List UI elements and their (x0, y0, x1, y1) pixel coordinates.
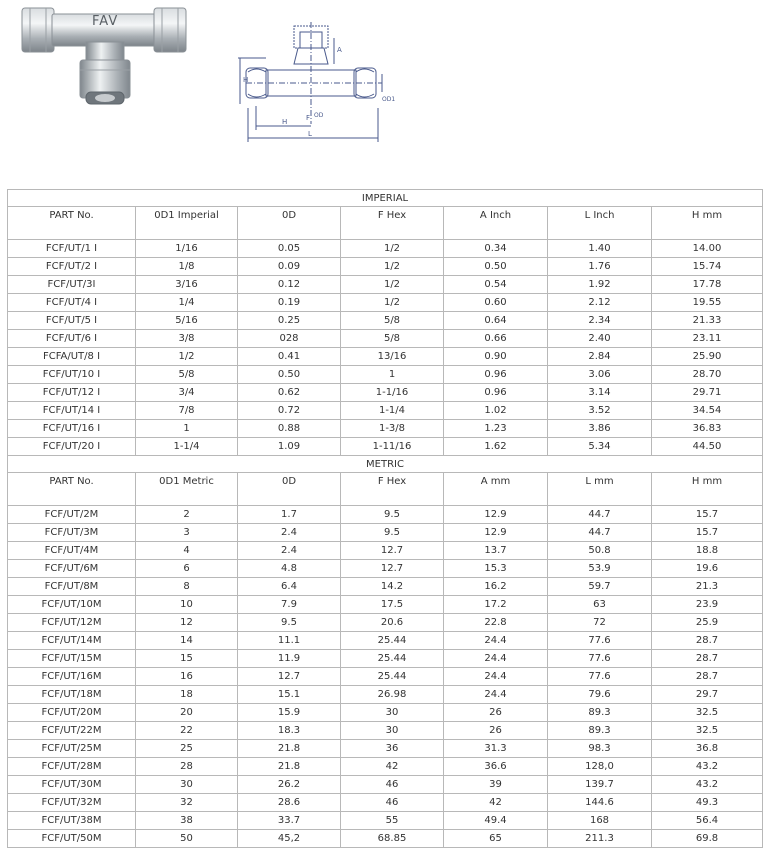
table-cell: 25.44 (341, 668, 444, 686)
table-cell: 36.6 (444, 758, 548, 776)
table-cell: FCF/UT/12M (8, 614, 136, 632)
table-cell: 0D1 Metric (136, 473, 238, 506)
table-row (8, 560, 763, 578)
table-cell: 18 (136, 686, 238, 704)
table-cell: 1 (136, 420, 238, 438)
table-cell: 21.8 (238, 758, 341, 776)
table-cell: 25.90 (652, 348, 763, 366)
table-cell: 42 (341, 758, 444, 776)
table-cell: FCF/UT/18M (8, 686, 136, 704)
table-cell: 14.00 (652, 240, 763, 258)
table-cell: 11.9 (238, 650, 341, 668)
table-cell: 32.5 (652, 704, 763, 722)
table-cell: 24.4 (444, 632, 548, 650)
table-cell: 12.7 (238, 668, 341, 686)
dim-label-od1: OD1 (382, 96, 396, 103)
table-cell: 30 (341, 722, 444, 740)
table-cell: 32 (136, 794, 238, 812)
table-cell: 144.6 (548, 794, 652, 812)
table-cell: 24.4 (444, 668, 548, 686)
table-cell: 89.3 (548, 704, 652, 722)
spec-table-body (8, 190, 763, 848)
table-cell: 33.7 (238, 812, 341, 830)
table-cell: 28.7 (652, 650, 763, 668)
table-cell: FCF/UT/5 I (8, 312, 136, 330)
table-cell: 22 (136, 722, 238, 740)
table-cell: 0.25 (238, 312, 341, 330)
table-cell: FCF/UT/22M (8, 722, 136, 740)
table-cell: 49.3 (652, 794, 763, 812)
table-cell: 1-1/4 (341, 402, 444, 420)
table-cell: 11.1 (238, 632, 341, 650)
table-cell: 49.4 (444, 812, 548, 830)
table-cell: 0.62 (238, 384, 341, 402)
table-cell: FCF/UT/16 I (8, 420, 136, 438)
table-cell: 21.3 (652, 578, 763, 596)
table-cell: 14 (136, 632, 238, 650)
table-cell: FCF/UT/4M (8, 542, 136, 560)
table-cell: 26.98 (341, 686, 444, 704)
table-cell: 17.5 (341, 596, 444, 614)
table-cell: 1.09 (238, 438, 341, 456)
table-cell: 15.3 (444, 560, 548, 578)
table-cell: FCF/UT/6 I (8, 330, 136, 348)
table-cell: 24.4 (444, 686, 548, 704)
table-cell: 32.5 (652, 722, 763, 740)
table-cell: 98.3 (548, 740, 652, 758)
dim-label-h-bottom: H (282, 118, 288, 126)
table-cell: 1-1/16 (341, 384, 444, 402)
table-cell: 15.1 (238, 686, 341, 704)
table-row (8, 438, 763, 456)
table-cell: 28.7 (652, 632, 763, 650)
table-row (8, 312, 763, 330)
table-cell: FCF/UT/16M (8, 668, 136, 686)
table-cell: 22.8 (444, 614, 548, 632)
table-cell: 1/8 (136, 258, 238, 276)
table-cell: FCF/UT/15M (8, 650, 136, 668)
imperial-section-title-row (8, 190, 763, 207)
table-row (8, 830, 763, 848)
table-cell: 1.23 (444, 420, 548, 438)
table-cell: 29.71 (652, 384, 763, 402)
table-cell: 18.3 (238, 722, 341, 740)
table-cell: 0D (238, 207, 341, 240)
table-cell: 2.12 (548, 294, 652, 312)
table-cell: 15.9 (238, 704, 341, 722)
table-cell: 30 (341, 704, 444, 722)
table-cell: 0.41 (238, 348, 341, 366)
table-cell: 18.8 (652, 542, 763, 560)
table-cell: 26 (444, 704, 548, 722)
dim-label-f: F (306, 114, 311, 122)
table-cell: FCF/UT/30M (8, 776, 136, 794)
table-cell: FCF/UT/10 I (8, 366, 136, 384)
table-cell: 1/4 (136, 294, 238, 312)
table-cell: 128,0 (548, 758, 652, 776)
table-cell: 28.70 (652, 366, 763, 384)
table-row (8, 542, 763, 560)
table-cell: 3.06 (548, 366, 652, 384)
table-cell: 0.96 (444, 366, 548, 384)
table-cell: 0.05 (238, 240, 341, 258)
table-cell: 25.9 (652, 614, 763, 632)
table-cell: 15 (136, 650, 238, 668)
table-cell: L Inch (548, 207, 652, 240)
table-row (8, 740, 763, 758)
table-cell: 15.74 (652, 258, 763, 276)
table-cell: 0.34 (444, 240, 548, 258)
table-cell: 28.6 (238, 794, 341, 812)
table-cell: 50 (136, 830, 238, 848)
table-cell: 2.34 (548, 312, 652, 330)
table-cell: 77.6 (548, 650, 652, 668)
table-cell: 68.85 (341, 830, 444, 848)
table-row (8, 330, 763, 348)
table-cell: 43.2 (652, 776, 763, 794)
imperial-header-row (8, 207, 763, 240)
table-cell: 5.34 (548, 438, 652, 456)
table-cell: 0D (238, 473, 341, 506)
table-row (8, 722, 763, 740)
table-cell: 6.4 (238, 578, 341, 596)
dim-label-h: H (243, 76, 249, 84)
table-cell: L mm (548, 473, 652, 506)
dim-label-od: OD (314, 112, 324, 119)
table-cell: FCF/UT/2 I (8, 258, 136, 276)
table-cell: A Inch (444, 207, 548, 240)
spec-table (7, 189, 763, 848)
table-row (8, 348, 763, 366)
technical-drawing (236, 18, 396, 146)
dim-label-a: A (337, 46, 342, 54)
table-cell: PART No. (8, 207, 136, 240)
table-cell: 1/2 (341, 240, 444, 258)
table-cell: 21.33 (652, 312, 763, 330)
table-cell: 19.6 (652, 560, 763, 578)
table-cell: 34.54 (652, 402, 763, 420)
table-cell: FCF/UT/10M (8, 596, 136, 614)
table-row (8, 578, 763, 596)
table-cell: 9.5 (238, 614, 341, 632)
metric-header-row (8, 473, 763, 506)
table-cell: 4 (136, 542, 238, 560)
table-cell: 1-11/16 (341, 438, 444, 456)
table-cell: 1-1/4 (136, 438, 238, 456)
table-cell: 0.66 (444, 330, 548, 348)
table-row (8, 240, 763, 258)
table-row (8, 704, 763, 722)
table-cell: 20 (136, 704, 238, 722)
table-cell: FCF/UT/3I (8, 276, 136, 294)
table-cell: 89.3 (548, 722, 652, 740)
table-row (8, 776, 763, 794)
table-cell: 5/8 (136, 366, 238, 384)
table-cell: 19.55 (652, 294, 763, 312)
table-row (8, 758, 763, 776)
table-cell: 3 (136, 524, 238, 542)
table-cell: 2 (136, 506, 238, 524)
table-cell: 21.8 (238, 740, 341, 758)
table-cell: 17.2 (444, 596, 548, 614)
metric-section-title-row (8, 456, 763, 473)
table-cell: 44.7 (548, 524, 652, 542)
table-cell: 1/2 (341, 276, 444, 294)
table-cell: 9.5 (341, 506, 444, 524)
table-cell: 0.12 (238, 276, 341, 294)
table-row (8, 668, 763, 686)
table-cell: 12.7 (341, 542, 444, 560)
table-cell: 53.9 (548, 560, 652, 578)
table-cell: 29.7 (652, 686, 763, 704)
table-cell: 44.7 (548, 506, 652, 524)
table-cell: 30 (136, 776, 238, 794)
table-cell: 2.40 (548, 330, 652, 348)
table-cell: 36.8 (652, 740, 763, 758)
table-cell: 0.09 (238, 258, 341, 276)
table-cell: 20.6 (341, 614, 444, 632)
table-cell: 0.54 (444, 276, 548, 294)
table-cell: 25.44 (341, 632, 444, 650)
table-cell: 79.6 (548, 686, 652, 704)
table-cell: 6 (136, 560, 238, 578)
table-cell: 1/2 (136, 348, 238, 366)
table-cell: 46 (341, 776, 444, 794)
table-cell: 0.72 (238, 402, 341, 420)
table-cell: 12.9 (444, 506, 548, 524)
table-cell: 26 (444, 722, 548, 740)
table-cell: F Hex (341, 207, 444, 240)
table-cell: 39 (444, 776, 548, 794)
table-row (8, 596, 763, 614)
table-cell: PART No. (8, 473, 136, 506)
table-cell: 0.50 (238, 366, 341, 384)
table-cell: 1/2 (341, 258, 444, 276)
table-row (8, 294, 763, 312)
table-cell: FCF/UT/20 I (8, 438, 136, 456)
table-cell: 7.9 (238, 596, 341, 614)
table-cell: FCF/UT/20M (8, 704, 136, 722)
table-cell: FCF/UT/28M (8, 758, 136, 776)
table-cell: 55 (341, 812, 444, 830)
table-cell: 0D1 Imperial (136, 207, 238, 240)
table-cell: 168 (548, 812, 652, 830)
table-cell: 25.44 (341, 650, 444, 668)
table-cell: F Hex (341, 473, 444, 506)
table-cell: 1.7 (238, 506, 341, 524)
table-cell: 0.50 (444, 258, 548, 276)
dim-label-l: L (308, 130, 312, 138)
table-cell: 23.9 (652, 596, 763, 614)
table-cell: 36 (341, 740, 444, 758)
table-cell: FCFA/UT/8 I (8, 348, 136, 366)
table-cell: 31.3 (444, 740, 548, 758)
table-cell: 7/8 (136, 402, 238, 420)
table-cell: 77.6 (548, 632, 652, 650)
table-cell: FCF/UT/3M (8, 524, 136, 542)
table-cell: 1.02 (444, 402, 548, 420)
table-row (8, 402, 763, 420)
table-row (8, 420, 763, 438)
table-cell: 45,2 (238, 830, 341, 848)
table-cell: 36.83 (652, 420, 763, 438)
table-cell: 3/8 (136, 330, 238, 348)
table-cell: 59.7 (548, 578, 652, 596)
table-cell: 12.7 (341, 560, 444, 578)
table-cell: 0.96 (444, 384, 548, 402)
table-cell: FCF/UT/25M (8, 740, 136, 758)
table-cell: 0.60 (444, 294, 548, 312)
table-row (8, 506, 763, 524)
table-cell: 23.11 (652, 330, 763, 348)
table-cell: 46 (341, 794, 444, 812)
product-photo (20, 2, 190, 110)
table-cell: 10 (136, 596, 238, 614)
table-cell: 17.78 (652, 276, 763, 294)
metric-section-title: METRIC (8, 456, 763, 473)
table-cell: H mm (652, 207, 763, 240)
table-cell: 15.7 (652, 506, 763, 524)
table-cell: 65 (444, 830, 548, 848)
table-cell: 69.8 (652, 830, 763, 848)
table-row (8, 524, 763, 542)
table-cell: 1.40 (548, 240, 652, 258)
table-cell: FCF/UT/6M (8, 560, 136, 578)
table-cell: 3.14 (548, 384, 652, 402)
table-cell: 0.19 (238, 294, 341, 312)
imperial-section-title: IMPERIAL (8, 190, 763, 207)
table-row (8, 614, 763, 632)
table-cell: 13.7 (444, 542, 548, 560)
table-cell: 0.64 (444, 312, 548, 330)
table-cell: 028 (238, 330, 341, 348)
table-cell: 139.7 (548, 776, 652, 794)
table-cell: 25 (136, 740, 238, 758)
table-cell: 3/4 (136, 384, 238, 402)
table-cell: 77.6 (548, 668, 652, 686)
table-cell: 9.5 (341, 524, 444, 542)
table-cell: 72 (548, 614, 652, 632)
table-row (8, 276, 763, 294)
table-cell: 5/16 (136, 312, 238, 330)
table-cell: FCF/UT/1 I (8, 240, 136, 258)
table-cell: 63 (548, 596, 652, 614)
table-cell: 8 (136, 578, 238, 596)
table-row (8, 258, 763, 276)
table-cell: FCF/UT/8M (8, 578, 136, 596)
table-row (8, 812, 763, 830)
table-cell: 3.86 (548, 420, 652, 438)
table-cell: 2.4 (238, 524, 341, 542)
table-cell: 3.52 (548, 402, 652, 420)
table-cell: FCF/UT/14M (8, 632, 136, 650)
table-cell: FCF/UT/38M (8, 812, 136, 830)
table-cell: 43.2 (652, 758, 763, 776)
table-cell: 16 (136, 668, 238, 686)
table-cell: 0.88 (238, 420, 341, 438)
table-cell: 13/16 (341, 348, 444, 366)
table-cell: 44.50 (652, 438, 763, 456)
table-cell: 28 (136, 758, 238, 776)
table-cell: 2.4 (238, 542, 341, 560)
table-cell: 12.9 (444, 524, 548, 542)
table-row (8, 686, 763, 704)
table-cell: 28.7 (652, 668, 763, 686)
table-cell: 1/2 (341, 294, 444, 312)
table-cell: 16.2 (444, 578, 548, 596)
table-cell: 1-3/8 (341, 420, 444, 438)
table-cell: FCF/UT/14 I (8, 402, 136, 420)
table-row (8, 366, 763, 384)
table-cell: 3/16 (136, 276, 238, 294)
table-cell: 1.62 (444, 438, 548, 456)
table-cell: 1 (341, 366, 444, 384)
table-cell: 12 (136, 614, 238, 632)
table-cell: 1.92 (548, 276, 652, 294)
table-cell: 26.2 (238, 776, 341, 794)
table-cell: 14.2 (341, 578, 444, 596)
table-cell: 24.4 (444, 650, 548, 668)
table-cell: FCF/UT/12 I (8, 384, 136, 402)
table-row (8, 794, 763, 812)
table-cell: 50.8 (548, 542, 652, 560)
table-cell: 1.76 (548, 258, 652, 276)
table-row (8, 650, 763, 668)
table-cell: 38 (136, 812, 238, 830)
brand-mark: FAV (92, 14, 119, 29)
table-cell: 42 (444, 794, 548, 812)
table-row (8, 384, 763, 402)
table-cell: FCF/UT/32M (8, 794, 136, 812)
table-cell: 5/8 (341, 312, 444, 330)
table-cell: FCF/UT/4 I (8, 294, 136, 312)
table-row (8, 632, 763, 650)
table-cell: 4.8 (238, 560, 341, 578)
table-cell: 56.4 (652, 812, 763, 830)
table-cell: 0.90 (444, 348, 548, 366)
table-cell: 15.7 (652, 524, 763, 542)
table-cell: H mm (652, 473, 763, 506)
table-cell: 2.84 (548, 348, 652, 366)
table-cell: FCF/UT/2M (8, 506, 136, 524)
table-cell: 1/16 (136, 240, 238, 258)
table-cell: FCF/UT/50M (8, 830, 136, 848)
table-cell: A mm (444, 473, 548, 506)
table-cell: 211.3 (548, 830, 652, 848)
table-cell: 5/8 (341, 330, 444, 348)
